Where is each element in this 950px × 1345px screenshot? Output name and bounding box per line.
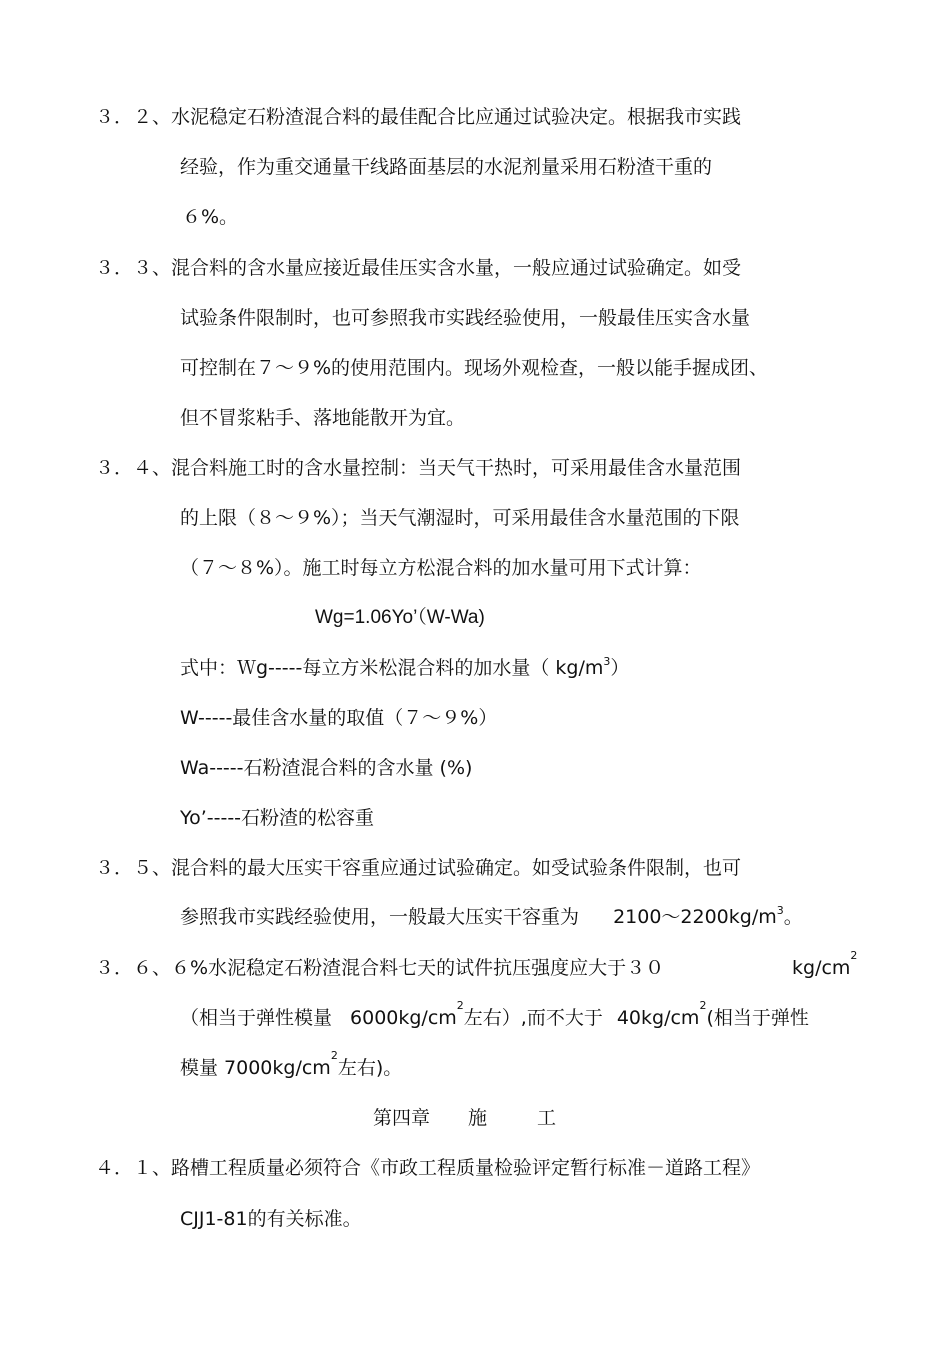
unit-text: kg/cm	[792, 957, 851, 979]
modulus-value: 模量 7000kg/cm	[180, 1057, 331, 1079]
strength-unit	[792, 948, 858, 981]
chapter-word-2: 工	[537, 1107, 557, 1129]
section-4-1-line-1	[95, 1155, 760, 1181]
formula: Wg=1.06Yo’（W-Wa)	[315, 607, 485, 628]
chapter-word-1: 施	[468, 1107, 488, 1129]
superscript: 2	[699, 998, 707, 1012]
section-3-2-line-1	[95, 104, 741, 130]
paragraph-text: 混合料的含水量应接近最佳压实含水量，一般应通过试验确定。如受	[171, 257, 742, 279]
density-value: 2100～2200kg/m	[613, 906, 777, 928]
section-number: ３．６、	[95, 957, 172, 979]
paragraph-text: 混合料施工时的含水量控制：当天气干热时，可采用最佳含水量范围	[171, 457, 742, 479]
paragraph-text: (相当于弹性	[706, 1007, 809, 1029]
section-3-3-line-4: 但不冒浆粘手、落地能散开为宜。	[180, 407, 466, 429]
section-number: ３．２、	[95, 106, 172, 128]
modulus-value: 6000kg/cm	[350, 1007, 457, 1029]
legend-wg-text: 式中：Ｗg-----每立方米松混合料的加水量（	[180, 657, 550, 679]
paragraph-text: ６%水泥稳定石粉渣混合料七天的试件抗压强度应大于３０	[171, 957, 665, 979]
section-number: ４．１、	[95, 1157, 172, 1179]
section-3-3-line-2: 试验条件限制时，也可参照我市实践经验使用，一般最佳压实含水量	[180, 307, 751, 329]
paragraph-text: （相当于弹性模量	[180, 1007, 333, 1029]
legend-wg-tail: ）	[610, 657, 630, 679]
section-3-6-line-3	[180, 1048, 403, 1081]
section-3-5-line-2	[180, 904, 803, 930]
superscript: 2	[456, 998, 464, 1012]
section-3-4-line-2: 的上限（８～９%）；当天气潮湿时，可采用最佳含水量范围的下限	[180, 507, 740, 529]
paragraph-text: 参照我市实践经验使用，一般最大压实干容重为	[180, 906, 580, 928]
section-number: ３．３、	[95, 257, 172, 279]
paragraph-text: 路槽工程质量必须符合《市政工程质量检验评定暂行标准－道路工程》	[171, 1157, 761, 1179]
superscript: 3	[776, 903, 784, 917]
legend-wg-unit: kg/m	[555, 657, 604, 679]
legend-wg	[180, 655, 629, 681]
chapter-heading	[373, 1105, 556, 1131]
legend-wa: Wa-----石粉渣混合料的含水量 (%)	[180, 757, 473, 779]
superscript: 2	[330, 1048, 338, 1062]
superscript: 2	[850, 948, 858, 962]
punctuation: 。	[783, 906, 803, 928]
section-3-6-line-1	[95, 955, 664, 981]
legend-w: W-----最佳含水量的取值（７～９%）	[180, 707, 498, 729]
section-3-5-line-1	[95, 855, 741, 881]
paragraph-text: 左右）,而不大于	[463, 1007, 603, 1029]
section-3-3-line-1	[95, 255, 741, 281]
section-3-6-line-2	[180, 998, 809, 1031]
superscript: 3	[603, 654, 611, 668]
section-number: ３．４、	[95, 457, 172, 479]
section-3-4-line-3: （７～８%）。施工时每立方松混合料的加水量可用下式计算：	[180, 557, 702, 579]
section-4-1-line-2: CJJ1-81的有关标准。	[180, 1208, 362, 1230]
section-3-3-line-3: 可控制在７～９%的使用范围内。现场外观检查，一般以能手握成团、	[180, 357, 769, 379]
section-3-4-line-1	[95, 455, 741, 481]
legend-yo: Yo’-----石粉渣的松容重	[180, 807, 375, 829]
paragraph-text: 左右)。	[337, 1057, 403, 1079]
paragraph-text: 混合料的最大压实干容重应通过试验确定。如受试验条件限制，也可	[171, 857, 742, 879]
section-number: ３．５、	[95, 857, 172, 879]
paragraph-text: 水泥稳定石粉渣混合料的最佳配合比应通过试验决定。根据我市实践	[171, 106, 742, 128]
chapter-title: 第四章	[373, 1107, 431, 1129]
section-3-2-line-2: 经验，作为重交通量干线路面基层的水泥剂量采用石粉渣干重的	[180, 156, 713, 178]
section-3-2-line-3: ６%。	[182, 206, 239, 228]
strength-value: 40kg/cm	[616, 1007, 700, 1029]
